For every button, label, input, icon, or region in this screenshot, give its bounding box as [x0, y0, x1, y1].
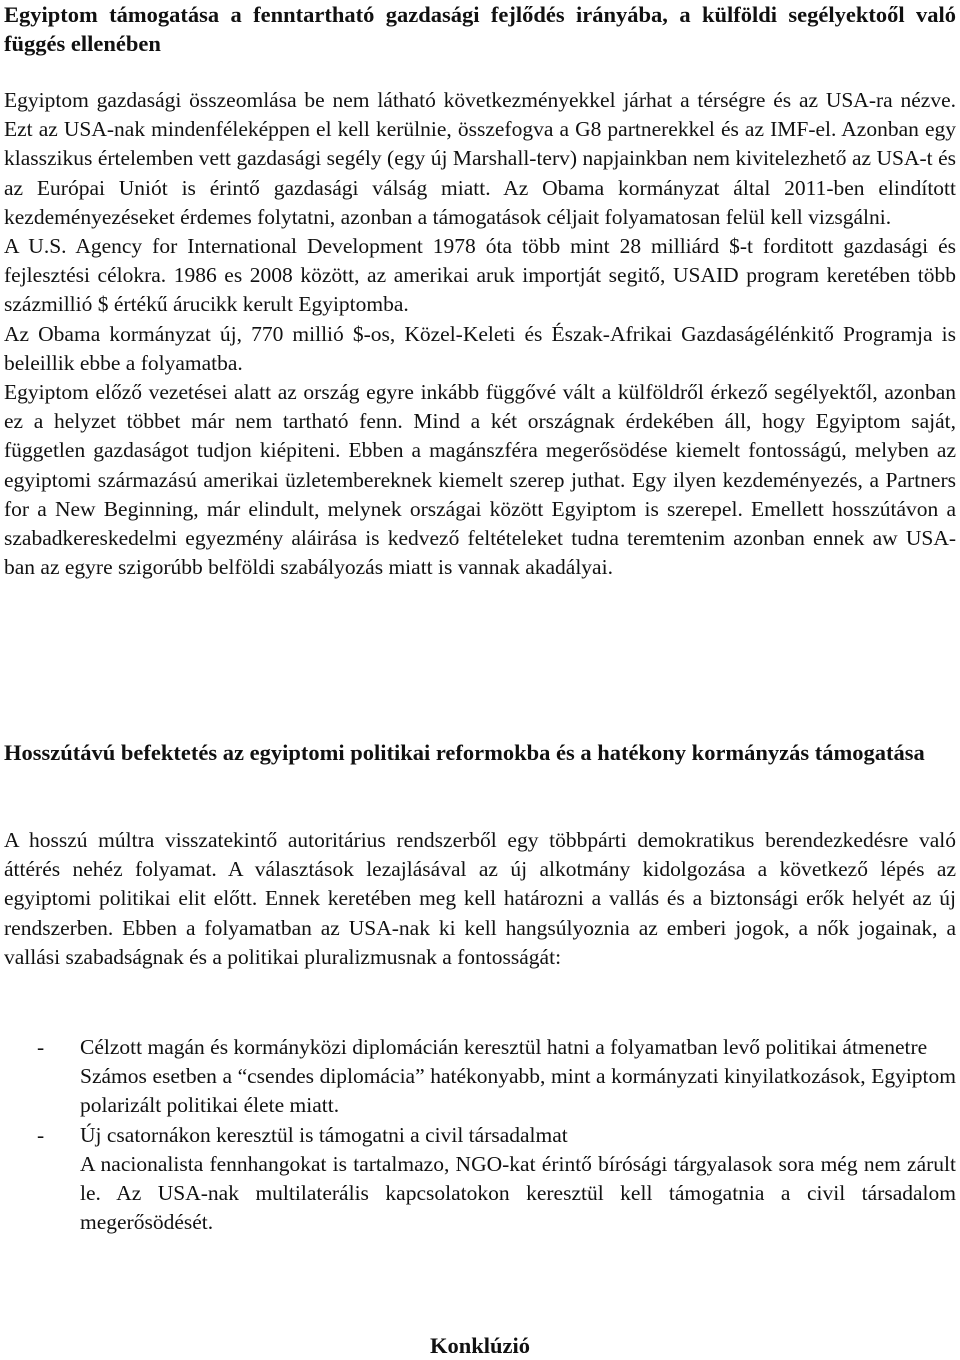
section-2-body — [4, 826, 956, 972]
section-1-title: Egyiptom támogatása a fenntartható gazdasági fejlődés irányába, a külföldi segélyektoől való függés ellenében — [4, 2, 956, 56]
section-3-title: Konklúzió — [429, 1333, 531, 1358]
bullet-list — [4, 1033, 956, 1237]
paragraph-5: A hosszú múltra visszatekintő autoritárius rendszerből egy többpárti demokratikus berendezkedésre való áttérés nehéz folyamat. A választások lezajlásával az új alkotmány kidolgozása a következő lépés az egyiptomi politikai elit előtt. Ennek keretében meg kell határozni a vallás és a biztonsági erők helyét az új rendszerben. Ebben a folyamatban az USA-nak ki kell hangsúlyoznia az emberi jogok, a nők jogainak, a vallási szabadságnak és a politikai pluralizmusnak a fontosságát: — [4, 828, 956, 969]
bullet-heading: Új csatornákon keresztül is támogatni a civil társadalmat — [80, 1122, 568, 1147]
section-2-title: Hosszútávú befektetés az egyiptomi politikai reformokba és a hatékony kormányzás támogatása — [4, 740, 925, 765]
paragraph-1: Egyiptom gazdasági összeomlása be nem látható következményekkel járhat a térségre és az USA-ra nézve. Ezt az USA-nak mindenféleképpen el kell kerülnie, összefogva a G8 partnerekkel és az IMF-el. Azonban egy klasszikus értelemben vett gazdasági segély (egy új Marshall-terv) napjainkban nem kivitelezhető az USA-t és az Európai Uniót is érintő gazdasági válság miatt. Az Obama kormányzat által 2011-ben elindított kezdeményezéseket érdemes folytatni, azonban a támogatások céljait folyamatosan felül kell vizsgálni. — [4, 88, 956, 229]
bullet-item — [4, 1033, 956, 1121]
paragraph-3: Az Obama kormányzat új, 770 millió $-os, Közel-Keleti és Észak-Afrikai Gazdaságélénkitő Programja is beleillik ebbe a folyamatba. — [4, 321, 956, 375]
bullet-dash: - — [37, 1122, 45, 1147]
bullet-text: Számos esetben a “csendes diplomácia” hatékonyabb, mint a kormányzati kinyilatkozások, Egyiptom polarizált politikai élete miatt. — [80, 1064, 956, 1118]
section-1-body — [4, 86, 956, 582]
bullet-heading: Célzott magán és kormányközi diplomácián keresztül hatni a folyamatban levő politikai átmenetre — [80, 1035, 928, 1059]
bullet-text: A nacionalista fennhangokat is tartalmazo, NGO-kat érintő bírósági tárgyalasok sora még nem zárult le. Az USA-nak multilaterális kapcsolatokon keresztül kell támogatnia a civil társadalom megerősödését. — [80, 1151, 956, 1235]
paragraph-2: A U.S. Agency for International Development 1978 óta több mint 28 milliárd $-t forditott gazdasági és fejlesztési célokra. 1986 es 2008 között, az amerikai aruk importját segitő, USAID program keretében több százmillió $ értékű árucikk kerult Egyiptomba. — [4, 234, 956, 317]
bullet-dash: - — [37, 1035, 45, 1059]
bullet-item — [4, 1121, 956, 1238]
paragraph-4: Egyiptom előző vezetései alatt az ország egyre inkább függővé vált a külföldről érkező segélyektől, azonban ez a helyzet többet már nem tartható fenn. Mind a két országnak érdekében áll, hogy Egyiptom saját, független gazdaságot tudjon kiépiteni. Ebben a magánszféra megerősödése kiemelt fontosságú, melyben az egyiptomi származású amerikai üzletembereknek kiemelt szerep juthat. Egy ilyen kezdeményezés, a Partners for a New Beginning, már elindult, melynek országai között Egyiptom is szerepel. Emellett hosszútávon a szabadkereskedelmi egyezmény aláirása is kedvező feltételeket tudna teremtenim azonban ennek aw USA-ban az egyre szigorúbb belföldi szabályozás miatt is vannak akadályai. — [4, 380, 956, 580]
